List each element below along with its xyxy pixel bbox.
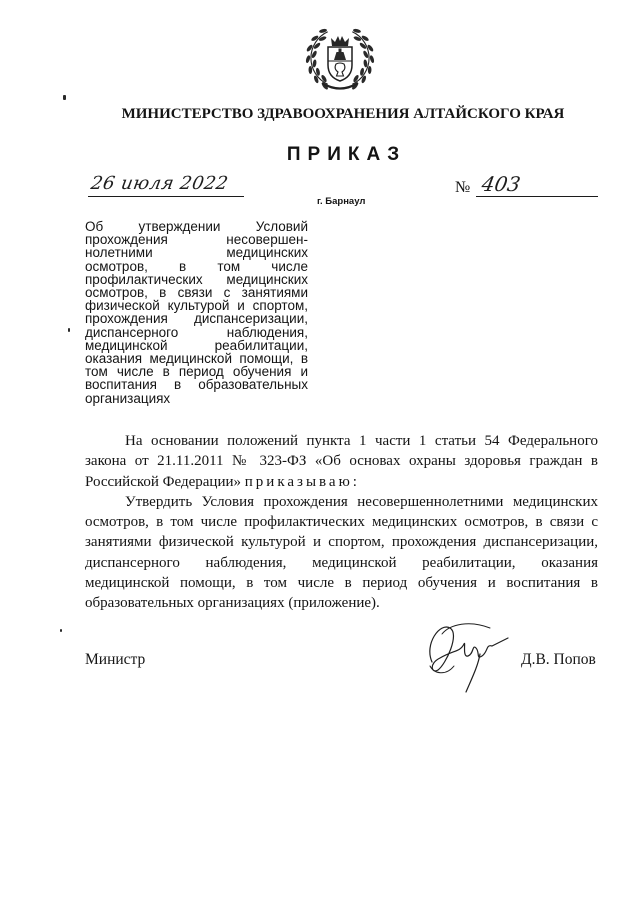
- wreath-leaf: [310, 35, 319, 42]
- paragraph-basis: [85, 431, 598, 492]
- coat-of-arms-icon: [303, 17, 377, 93]
- wreath-leaf: [368, 66, 372, 74]
- wreath-leaf: [361, 75, 367, 84]
- paragraph-decision: [85, 492, 598, 614]
- ministry-title: МИНИСТЕРСТВО ЗДРАВООХРАНЕНИЯ АЛТАЙСКОГО КРАЯ: [121, 106, 565, 122]
- handwritten-date: 26 июля 2022: [89, 173, 230, 194]
- scan-mark: [68, 328, 70, 332]
- subject-line: медицинской реабилитации,: [85, 337, 308, 353]
- body-line: диспансерного наблюдения, медицинской реабилитации, оказания: [85, 554, 598, 571]
- subject-line: прохождения диспансеризации,: [85, 311, 308, 327]
- number-field: [476, 172, 598, 197]
- signature-stroke: [442, 624, 490, 634]
- subject-line: организациях: [85, 390, 171, 406]
- subject-line: прохождения несовершен-: [85, 232, 308, 248]
- body-line: осмотров, в том числе профилактических медицинских осмотров, в связи с: [85, 514, 598, 531]
- scan-mark: [60, 629, 62, 632]
- subject-line: профилактических медицинских: [85, 271, 308, 287]
- body-line: образовательных организациях (приложение).: [85, 595, 380, 612]
- subject-line: осмотров, в том числе: [85, 258, 308, 274]
- wreath-leaf: [312, 59, 317, 67]
- body-line: На основании положений пункта 1 части 1 статьи 54 Федерального: [125, 433, 598, 449]
- signatory-name: Д.В. Попов: [521, 651, 596, 668]
- signature-icon: [420, 614, 515, 696]
- wreath-leaf: [320, 74, 327, 83]
- body-line: закона от 21.11.2011 № 323-ФЗ «Об основах охраны здоровья граждан в: [85, 453, 598, 470]
- wreath-leaf: [353, 36, 362, 42]
- wreath-leaf: [305, 55, 311, 64]
- wreath-leaf: [308, 66, 312, 74]
- subject-line: Об утверждении Условий: [85, 219, 308, 234]
- signature-stroke: [430, 666, 454, 673]
- subject-line: нолетними медицинских: [85, 245, 308, 261]
- number-sign: №: [455, 179, 471, 196]
- signature-stroke: [430, 627, 508, 671]
- subject-line: диспансерного наблюдения,: [85, 324, 308, 340]
- wreath-leaf: [313, 75, 319, 84]
- wreath-leaf: [363, 59, 368, 67]
- handwritten-number: 403: [479, 172, 523, 196]
- scan-mark: [63, 95, 66, 100]
- body-line: Утвердить Условия прохождения несовершеннолетними медицинских: [125, 493, 598, 510]
- subject-line: физической культурой и спортом,: [85, 298, 308, 314]
- order-body: [85, 431, 598, 614]
- wreath-leaf: [369, 55, 375, 64]
- subject-line: том числе в период обучения и: [85, 364, 308, 380]
- subject-line: осмотров, в связи с занятиями: [85, 285, 308, 301]
- wreath-leaf: [318, 36, 327, 42]
- body-line: медицинской помощи, в том числе в период обучения и воспитания в: [85, 575, 598, 592]
- signatory-position: Министр: [85, 651, 146, 668]
- body-line: [85, 472, 598, 492]
- order-subject: [85, 220, 308, 405]
- wreath-leaf: [361, 35, 370, 42]
- city-label: г. Барнаул: [317, 196, 366, 207]
- signature-stroke: [466, 654, 480, 692]
- body-line: занятиями физической культурой и спортом, прохождения диспансеризации,: [85, 534, 598, 551]
- date-field: [88, 172, 244, 197]
- body-line-text: Российской Федерации»: [85, 473, 245, 490]
- document-type-title: ПРИКАЗ: [286, 144, 407, 165]
- furnace-chimney: [339, 49, 342, 53]
- subject-line: оказания медицинской помощи, в: [85, 351, 308, 367]
- wreath-leaf: [352, 74, 359, 83]
- crown: [331, 36, 349, 46]
- subject-line: воспитания в образовательных: [85, 377, 308, 393]
- order-verb: приказываю:: [244, 473, 360, 490]
